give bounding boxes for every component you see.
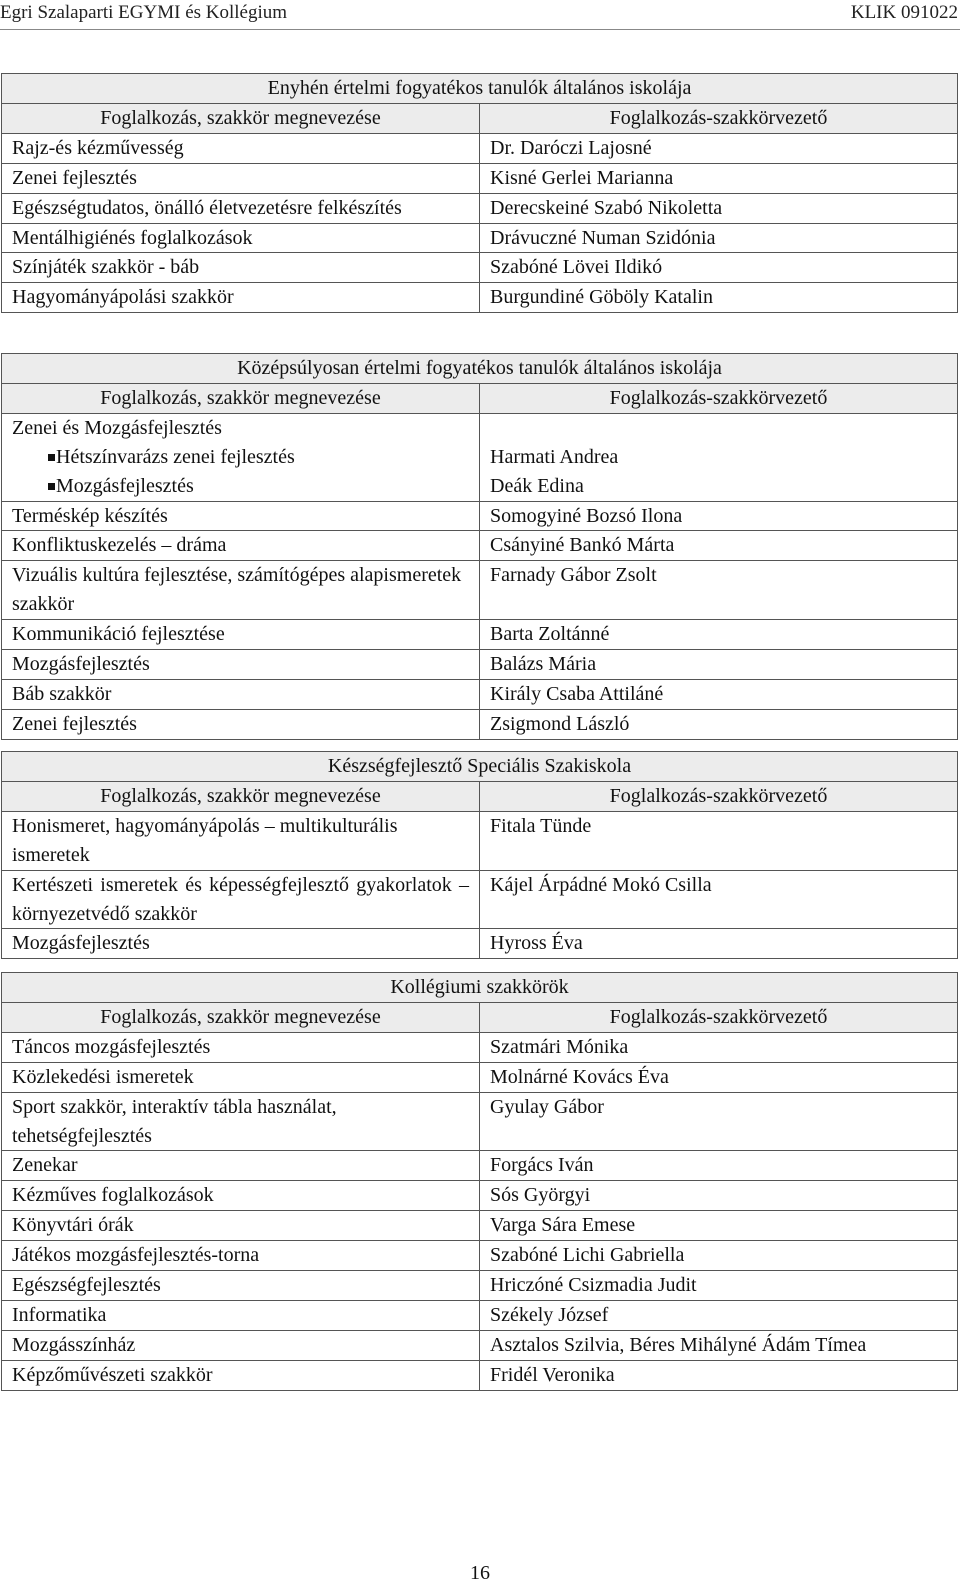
table-row — [2, 811, 958, 870]
activity-cell — [2, 413, 480, 501]
table-row-group — [2, 413, 958, 501]
activity-cell: Báb szakkör — [2, 679, 480, 709]
table-row — [2, 1300, 958, 1330]
section-table-3 — [1, 751, 958, 959]
table-row — [2, 1330, 958, 1360]
leader-cell: Kisné Gerlei Marianna — [480, 163, 958, 193]
section-table-2 — [1, 353, 958, 740]
table-row — [2, 929, 958, 959]
activity-cell: Egészségfejlesztés — [2, 1271, 480, 1301]
activity-cell: Mentálhigiénés foglalkozások — [2, 223, 480, 253]
leader-cell: Sós Györgyi — [480, 1181, 958, 1211]
activity-cell: Honismeret, hagyományápolás – multikulturális ismeretek — [2, 811, 480, 870]
leader-cell: Fitala Tünde — [480, 811, 958, 870]
activity-cell: Táncos mozgásfejlesztés — [2, 1032, 480, 1062]
leader-cell: Zsigmond László — [480, 709, 958, 739]
activity-cell: Egészségtudatos, önálló életvezetésre felkészítés — [2, 193, 480, 223]
activity-cell: Zenei fejlesztés — [2, 709, 480, 739]
leader-cell: Asztalos Szilvia, Béres Mihályné Ádám Tímea — [480, 1330, 958, 1360]
activity-cell: Informatika — [2, 1300, 480, 1330]
leader-cell: Derecskeiné Szabó Nikoletta — [480, 193, 958, 223]
table-row — [2, 1360, 958, 1390]
activity-cell: Mozgásszínház — [2, 1330, 480, 1360]
table-row — [2, 650, 958, 680]
table-row — [2, 163, 958, 193]
activity-cell: Könyvtári órák — [2, 1211, 480, 1241]
activity-cell: Rajz-és kézművesség — [2, 133, 480, 163]
column-header-leader: Foglalkozás-szakkörvezető — [480, 781, 958, 811]
table-row — [2, 253, 958, 283]
activity-cell: Kommunikáció fejlesztése — [2, 620, 480, 650]
table-row — [2, 501, 958, 531]
table-row — [2, 1032, 958, 1062]
activity-cell: Hagyományápolási szakkör — [2, 283, 480, 313]
list-item — [12, 472, 469, 501]
column-header-leader: Foglalkozás-szakkörvezető — [480, 383, 958, 413]
activity-cell: Terméskép készítés — [2, 501, 480, 531]
table-row — [2, 1151, 958, 1181]
leader-cell: Somogyiné Bozsó Ilona — [480, 501, 958, 531]
activity-cell: Vizuális kultúra fejlesztése, számítógépes alapismeretek szakkör — [2, 561, 480, 620]
header-institution: Egri Szalaparti EGYMI és Kollégium — [0, 2, 288, 23]
leader-cell: Kájel Árpádné Mokó Csilla — [480, 870, 958, 929]
sub-activity: Hétszínvarázs zenei fejlesztés — [56, 445, 295, 468]
table-row — [2, 561, 958, 620]
activity-cell: Képzőművészeti szakkör — [2, 1360, 480, 1390]
sub-leader: Harmati Andrea — [490, 445, 619, 468]
leader-cell: Hriczóné Csizmadia Judit — [480, 1271, 958, 1301]
page-header — [0, 0, 960, 28]
table-row — [2, 1181, 958, 1211]
activity-cell: Zenei fejlesztés — [2, 163, 480, 193]
bullet-square-icon — [48, 483, 55, 490]
activity-cell: Zenekar — [2, 1151, 480, 1181]
section-title: Középsúlyosan értelmi fogyatékos tanulók általános iskolája — [2, 354, 958, 384]
activity-cell: Színjáték szakkör - báb — [2, 253, 480, 283]
table-row — [2, 1062, 958, 1092]
leader-cell: Burgundiné Göböly Katalin — [480, 283, 958, 313]
leader-cell: Székely József — [480, 1300, 958, 1330]
leader-cell: Hyross Éva — [480, 929, 958, 959]
bullet-square-icon — [48, 454, 55, 461]
leader-cell: Drávuczné Numan Szidónia — [480, 223, 958, 253]
activity-cell: Kézműves foglalkozások — [2, 1181, 480, 1211]
leader-cell: Szabóné Lövei Ildikó — [480, 253, 958, 283]
activity-cell: Közlekedési ismeretek — [2, 1062, 480, 1092]
section-rows — [2, 501, 958, 739]
leader-cell: Barta Zoltánné — [480, 620, 958, 650]
section-title: Enyhén értelmi fogyatékos tanulók általános iskolája — [2, 74, 958, 104]
table-row — [2, 531, 958, 561]
table-row — [2, 620, 958, 650]
leader-cell: Balázs Mária — [480, 650, 958, 680]
table-row — [2, 1271, 958, 1301]
activity-cell: Konfliktuskezelés – dráma — [2, 531, 480, 561]
list-item — [12, 443, 469, 472]
table-row — [2, 283, 958, 313]
leader-cell: Molnárné Kovács Éva — [480, 1062, 958, 1092]
leader-cell: Farnady Gábor Zsolt — [480, 561, 958, 620]
column-header-leader: Foglalkozás-szakkörvezető — [480, 103, 958, 133]
sub-leader: Deák Edina — [490, 474, 584, 497]
leader-cell: Szabóné Lichi Gabriella — [480, 1241, 958, 1271]
table-row — [2, 133, 958, 163]
section-rows — [2, 1032, 958, 1390]
header-rule — [0, 29, 960, 30]
group-activity: Zenei és Mozgásfejlesztés — [12, 416, 222, 439]
leader-cell: Varga Sára Emese — [480, 1211, 958, 1241]
column-header-leader: Foglalkozás-szakkörvezető — [480, 1002, 958, 1032]
section-title: Kollégiumi szakkörök — [2, 973, 958, 1003]
activity-cell: Mozgásfejlesztés — [2, 929, 480, 959]
section-rows — [2, 133, 958, 312]
page-number: 16 — [470, 1562, 490, 1584]
leader-cell: Szatmári Mónika — [480, 1032, 958, 1062]
activity-cell: Kertészeti ismeretek és képességfejlesztő gyakorlatok – környezetvédő szakkör — [2, 870, 480, 929]
leader-cell: Dr. Daróczi Lajosné — [480, 133, 958, 163]
column-header-activity: Foglalkozás, szakkör megnevezése — [2, 383, 480, 413]
section-table-4 — [1, 972, 958, 1391]
column-header-activity: Foglalkozás, szakkör megnevezése — [2, 1002, 480, 1032]
leader-cell: Csányiné Bankó Márta — [480, 531, 958, 561]
table-row — [2, 1241, 958, 1271]
leader-cell: Király Csaba Attiláné — [480, 679, 958, 709]
table-row — [2, 679, 958, 709]
table-row — [2, 870, 958, 929]
section-title: Készségfejlesztő Speciális Szakiskola — [2, 752, 958, 782]
column-header-activity: Foglalkozás, szakkör megnevezése — [2, 103, 480, 133]
section-table-1 — [1, 73, 958, 313]
header-code: KLIK 091022 — [850, 2, 958, 23]
section-rows — [2, 811, 958, 959]
column-header-activity: Foglalkozás, szakkör megnevezése — [2, 781, 480, 811]
activity-cell: Sport szakkör, interaktív tábla használat, tehetségfejlesztés — [2, 1092, 480, 1151]
activity-cell: Játékos mozgásfejlesztés-torna — [2, 1241, 480, 1271]
table-row — [2, 223, 958, 253]
table-row — [2, 709, 958, 739]
leader-cell — [480, 413, 958, 501]
table-row — [2, 193, 958, 223]
leader-cell: Forgács Iván — [480, 1151, 958, 1181]
leader-cell: Gyulay Gábor — [480, 1092, 958, 1151]
sub-activity: Mozgásfejlesztés — [56, 474, 194, 497]
leader-cell: Fridél Veronika — [480, 1360, 958, 1390]
table-row — [2, 1092, 958, 1151]
table-row — [2, 1211, 958, 1241]
activity-cell: Mozgásfejlesztés — [2, 650, 480, 680]
